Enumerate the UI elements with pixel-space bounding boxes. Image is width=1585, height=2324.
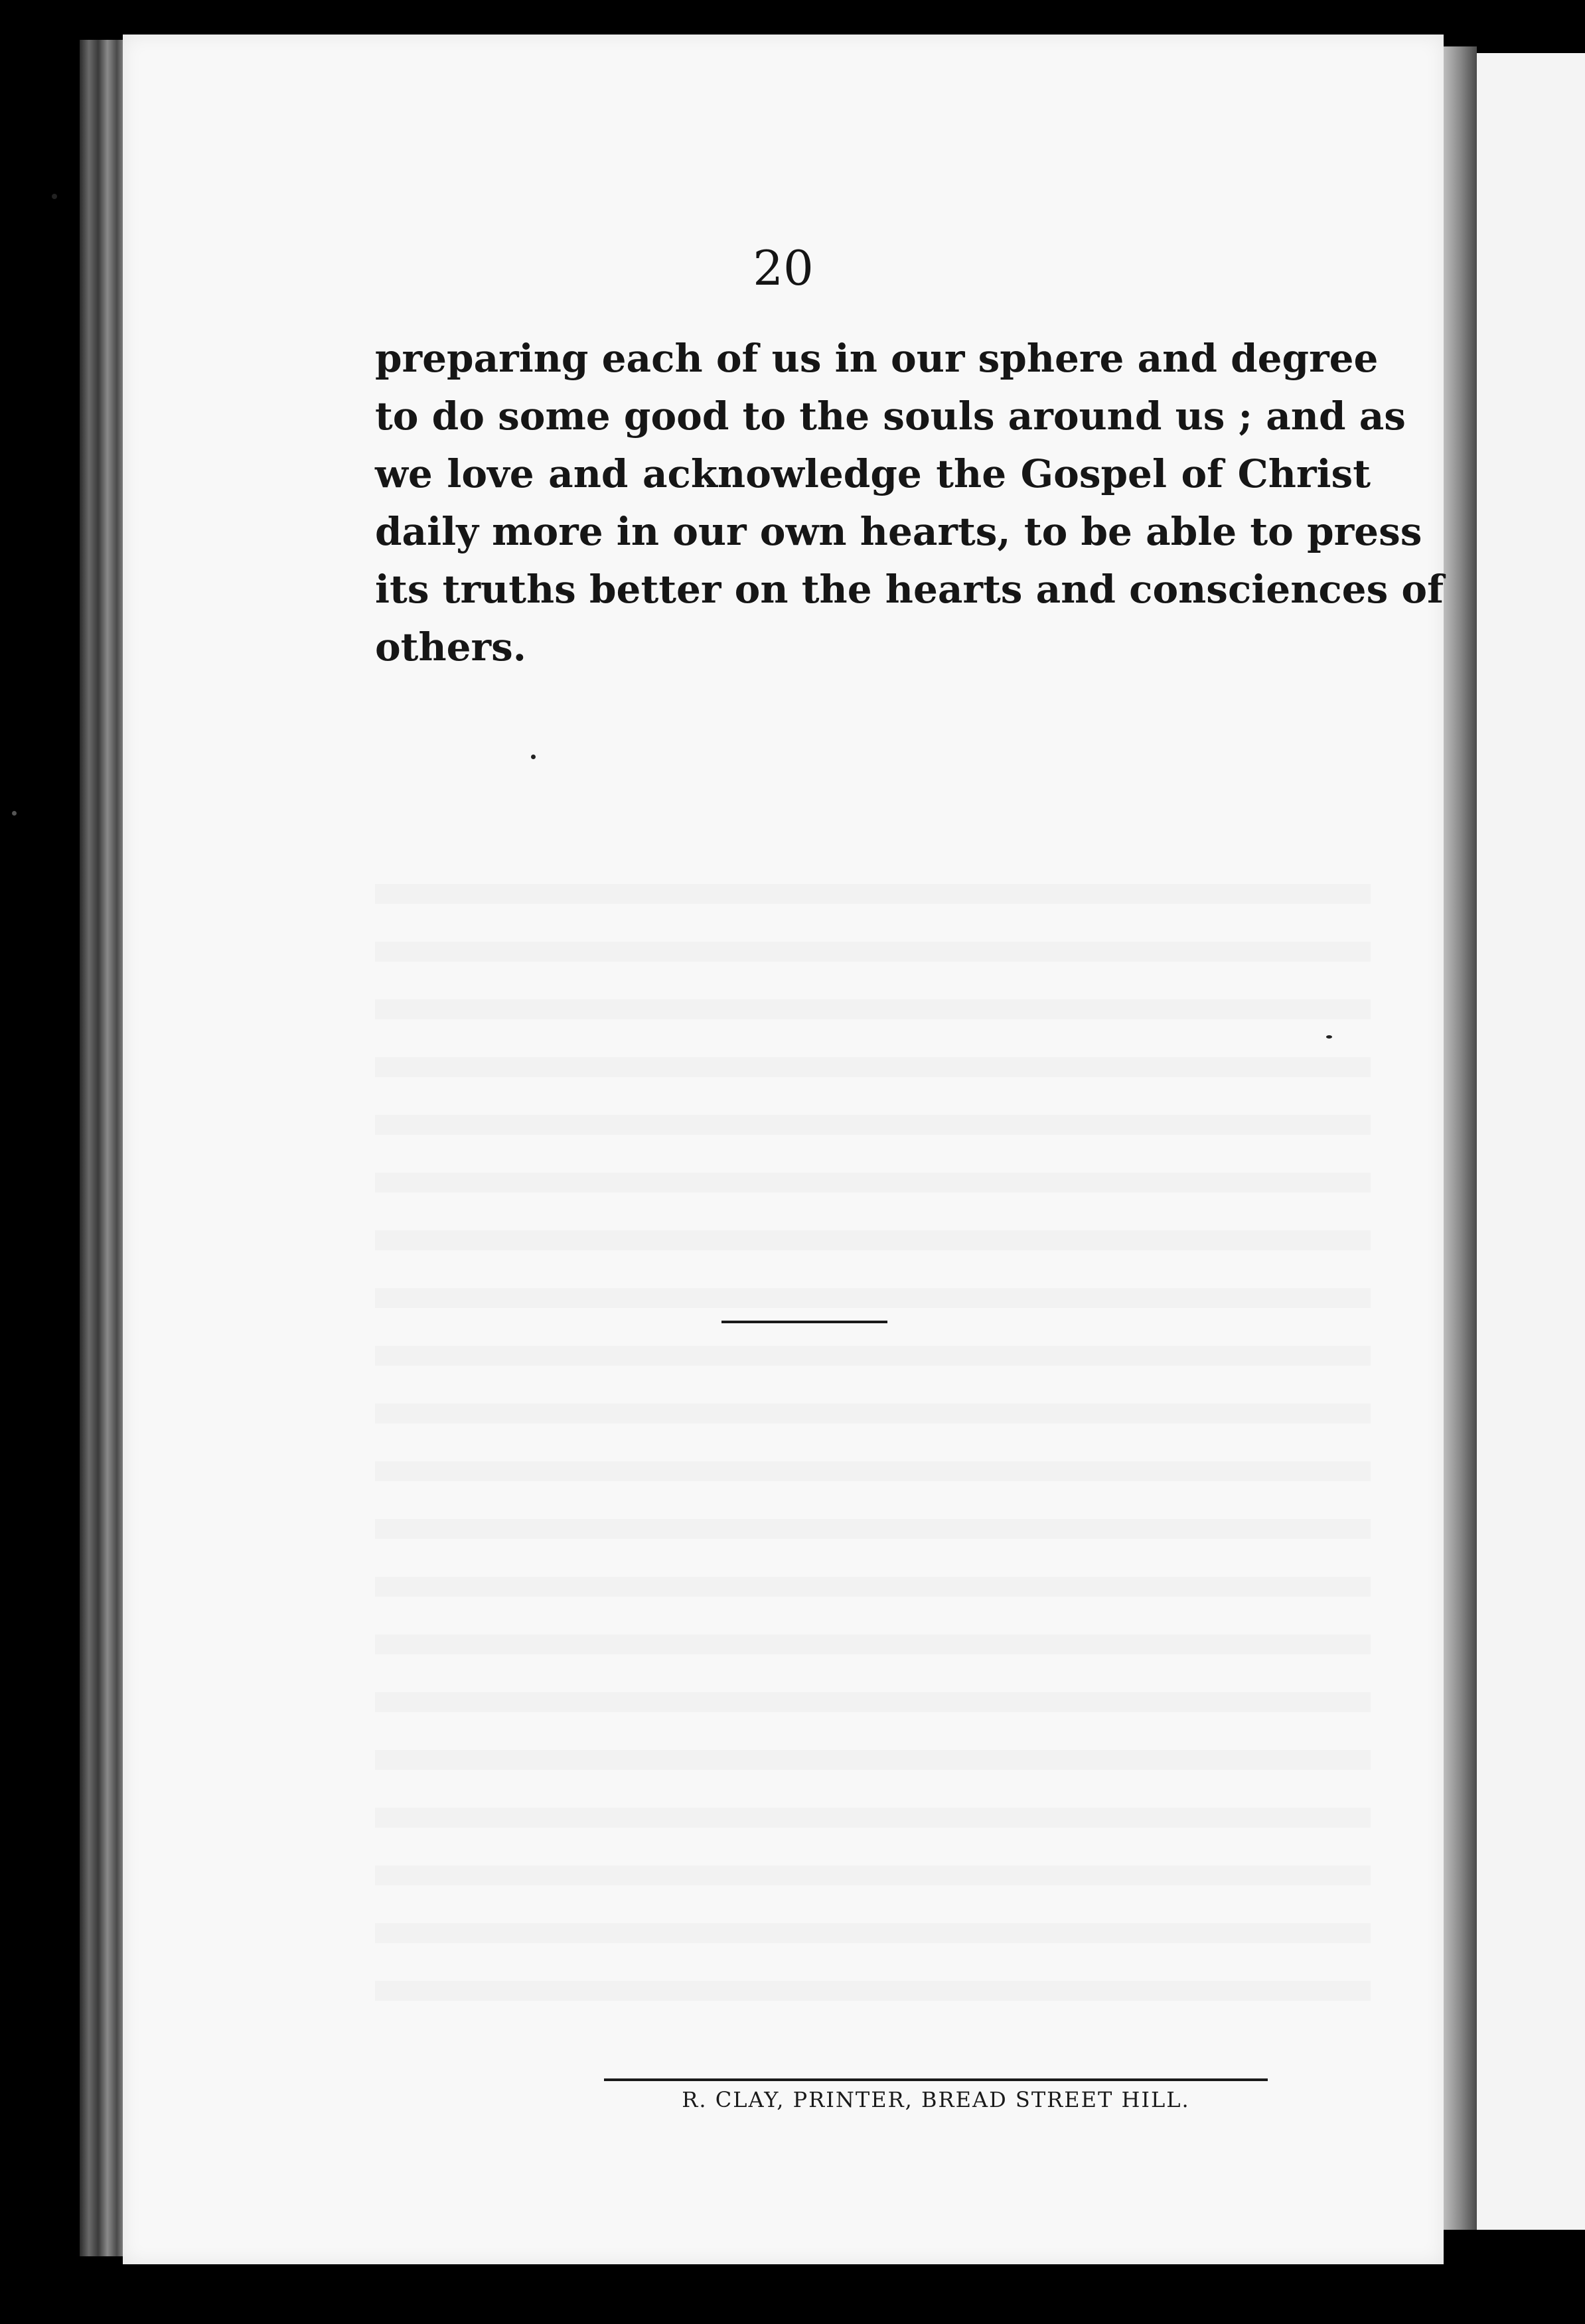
- scan-speck: [52, 194, 57, 199]
- left-page-edges: [80, 40, 126, 2256]
- paper-speck: [531, 755, 536, 759]
- book-page: [123, 35, 1444, 2264]
- paper-speck: [1326, 1035, 1332, 1039]
- show-through-texture: [375, 884, 1371, 2012]
- scan-speck: [12, 811, 17, 816]
- section-end-rule: [721, 1321, 887, 1323]
- text-line: others.: [375, 624, 526, 670]
- text-line: we love and acknowledge the Gospel of Christ: [375, 451, 1371, 496]
- text-line: its truths better on the hearts and consciences of: [375, 567, 1444, 612]
- body-paragraph: [375, 330, 1444, 676]
- printer-imprint: R. CLAY, PRINTER, BREAD STREET HILL.: [682, 2087, 1190, 2112]
- text-line: to do some good to the souls around us ; and as: [375, 394, 1406, 439]
- text-line: preparing each of us in our sphere and degree: [375, 336, 1379, 381]
- gutter-shadow: [1444, 46, 1477, 2230]
- page-number: 20: [753, 240, 814, 296]
- text-line: daily more in our own hearts, to be able to press: [375, 509, 1422, 554]
- imprint-rule: [604, 2078, 1268, 2081]
- facing-page-edge: [1477, 53, 1585, 2230]
